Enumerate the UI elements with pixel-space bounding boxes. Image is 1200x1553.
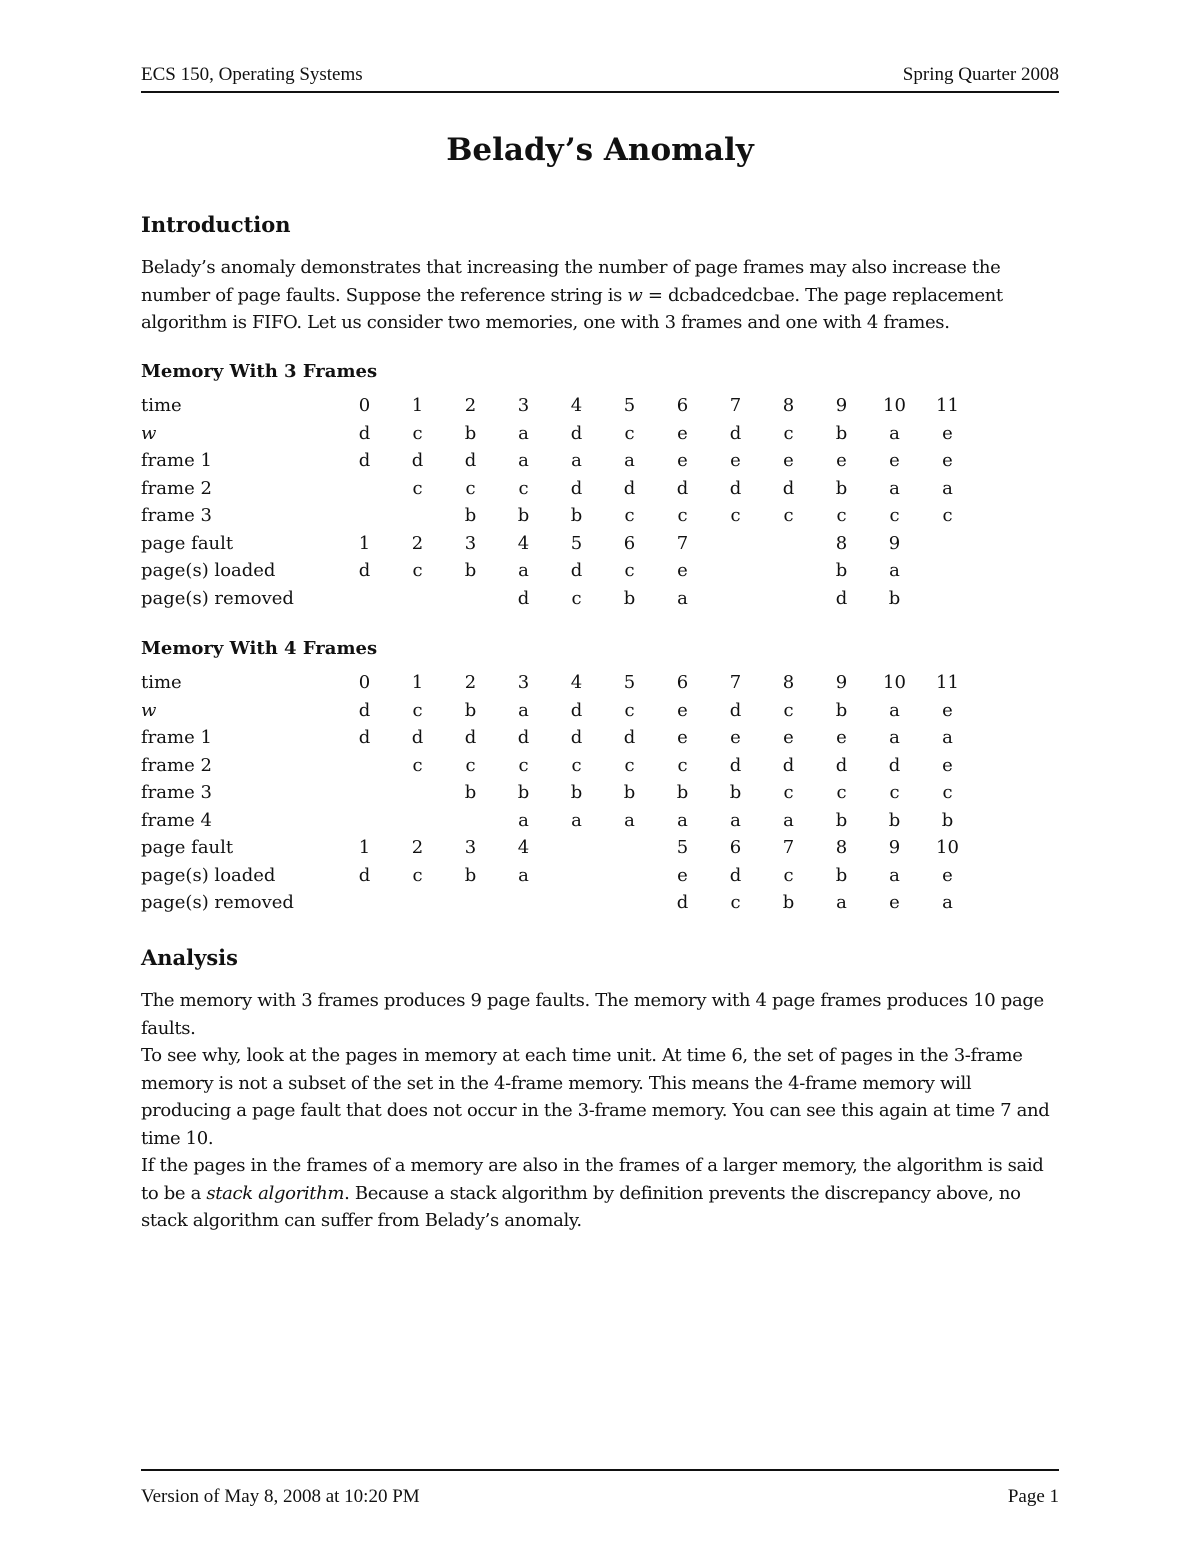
table-cell: 1: [411, 672, 424, 694]
table-cell: a: [518, 422, 529, 444]
table-cell: e: [836, 727, 847, 749]
table-cell: [391, 585, 444, 613]
table-cell: d: [464, 450, 477, 472]
table-cell: a: [942, 477, 953, 499]
table-cell: d: [358, 864, 371, 886]
table-row: [141, 752, 974, 780]
table-cell: [762, 585, 815, 613]
table-cell: c: [412, 560, 423, 582]
table-row: [141, 475, 974, 503]
table-cell: a: [889, 864, 900, 886]
table-cell: a: [571, 809, 582, 831]
table-cell: [391, 502, 444, 530]
document-title: Belady’s Anomaly: [446, 132, 754, 168]
table-cell: d: [782, 477, 795, 499]
table-cell: c: [889, 505, 900, 527]
table-cell: c: [677, 754, 688, 776]
table-cell: e: [942, 699, 953, 721]
table-cell: b: [941, 809, 954, 831]
analysis-paragraph-3: [141, 1152, 1061, 1235]
table-cell: 6: [676, 395, 689, 417]
table-cell: b: [464, 560, 477, 582]
table-row: [141, 530, 974, 558]
table-cell: c: [624, 754, 635, 776]
table-cell: 4: [570, 395, 583, 417]
table-cell: d: [570, 477, 583, 499]
table-cell: a: [942, 727, 953, 749]
table-cell: b: [570, 505, 583, 527]
table-cell: c: [783, 864, 794, 886]
row-label: page(s) loaded: [141, 560, 276, 582]
table-cell: [921, 585, 974, 613]
table-cell: b: [835, 864, 848, 886]
table-cell: c: [836, 505, 847, 527]
table-cell: 1: [411, 395, 424, 417]
table-cell: [338, 807, 391, 835]
table-cell: a: [518, 864, 529, 886]
table-cell: d: [676, 477, 689, 499]
table-cell: [338, 889, 391, 917]
table-cell: [921, 557, 974, 585]
table-cell: a: [889, 727, 900, 749]
table-cell: 4: [517, 837, 530, 859]
table-cell: c: [730, 892, 741, 914]
table-cell: 3: [517, 395, 530, 417]
row-label: frame 1: [141, 727, 212, 749]
table-cell: e: [889, 450, 900, 472]
table-cell: c: [412, 864, 423, 886]
row-label: page(s) removed: [141, 892, 294, 914]
table-cell: d: [411, 727, 424, 749]
table-cell: d: [729, 754, 742, 776]
table-cell: b: [623, 587, 636, 609]
table-cell: c: [571, 754, 582, 776]
table-cell: d: [729, 699, 742, 721]
table-cell: c: [624, 505, 635, 527]
table-cell: c: [730, 505, 741, 527]
analysis-p3-text-2: . Because a stack algorithm by definition prevents the discrepancy above, no stack algorithm can suffer from Belady’s anomaly.: [141, 1182, 1021, 1231]
memory3-heading: Memory With 3 Frames: [141, 361, 378, 382]
table-cell: [550, 834, 603, 862]
table-cell: d: [464, 727, 477, 749]
table-cell: [444, 585, 497, 613]
table-cell: c: [412, 699, 423, 721]
table-cell: 9: [888, 837, 901, 859]
table-cell: d: [517, 727, 530, 749]
table-cell: 7: [676, 532, 689, 554]
table-cell: d: [782, 754, 795, 776]
table-cell: c: [571, 587, 582, 609]
table-cell: b: [835, 422, 848, 444]
table-cell: [603, 834, 656, 862]
table-cell: 6: [623, 532, 636, 554]
table-cell: b: [464, 505, 477, 527]
table-cell: a: [624, 809, 635, 831]
table-cell: d: [835, 587, 848, 609]
table-cell: c: [518, 754, 529, 776]
footer-rule: [141, 1469, 1059, 1471]
table-cell: e: [677, 727, 688, 749]
table-row: [141, 862, 974, 890]
table-cell: a: [624, 450, 635, 472]
analysis-heading: Analysis: [141, 945, 238, 970]
table-row: [141, 697, 974, 725]
intro-text-2: = dcbadcedcbae. The page replacement algorithm is FIFO. Let us consider two memories, one with 3 frames and one with 4 frames.: [141, 284, 1003, 333]
table-cell: b: [888, 809, 901, 831]
table-cell: [550, 889, 603, 917]
table-row: [141, 502, 974, 530]
table-cell: 4: [517, 532, 530, 554]
table-cell: b: [782, 892, 795, 914]
row-label: frame 2: [141, 754, 212, 776]
table-cell: c: [783, 782, 794, 804]
row-label-italic: w: [141, 699, 157, 721]
table-cell: [603, 862, 656, 890]
memory4-heading: Memory With 4 Frames: [141, 638, 378, 659]
table-cell: c: [624, 560, 635, 582]
table-cell: 8: [835, 837, 848, 859]
table-cell: b: [464, 422, 477, 444]
table-cell: [391, 807, 444, 835]
table-cell: 3: [517, 672, 530, 694]
table-cell: [709, 530, 762, 558]
table-cell: 9: [835, 395, 848, 417]
table-cell: 7: [729, 672, 742, 694]
table-cell: 5: [676, 837, 689, 859]
table-cell: a: [518, 450, 529, 472]
table-cell: c: [836, 782, 847, 804]
table-cell: a: [783, 809, 794, 831]
row-label: page fault: [141, 837, 234, 859]
table-cell: 2: [464, 672, 477, 694]
table-row: [141, 392, 974, 420]
table-cell: 4: [570, 672, 583, 694]
table-cell: 2: [411, 532, 424, 554]
table-cell: b: [888, 587, 901, 609]
table-cell: d: [729, 422, 742, 444]
table-cell: d: [358, 450, 371, 472]
analysis-paragraph-2: To see why, look at the pages in memory at each time unit. At time 6, the set of pages in the 3-frame memory is not a subset of the set in the 4-frame memory. This means the 4-frame memory will producing a page fault that does not occur in the 3-frame memory. You can see this again at time 7 and time 10.: [141, 1045, 1050, 1149]
table-row: [141, 807, 974, 835]
table-cell: c: [677, 505, 688, 527]
table-cell: [762, 530, 815, 558]
table-cell: c: [624, 422, 635, 444]
table-cell: [444, 889, 497, 917]
row-label: frame 1: [141, 450, 212, 472]
table-cell: [550, 862, 603, 890]
table-cell: c: [783, 699, 794, 721]
row-label: time: [141, 672, 182, 694]
table-cell: [391, 889, 444, 917]
table-cell: a: [518, 699, 529, 721]
table-cell: a: [889, 560, 900, 582]
table-cell: b: [835, 699, 848, 721]
table-row: [141, 447, 974, 475]
table-cell: 7: [729, 395, 742, 417]
table-row: [141, 585, 974, 613]
page-number: Page 1: [1007, 1486, 1059, 1507]
row-label: frame 2: [141, 477, 212, 499]
table-cell: d: [570, 699, 583, 721]
table-cell: e: [942, 450, 953, 472]
table-cell: 7: [782, 837, 795, 859]
row-label: [141, 420, 338, 448]
table-cell: e: [730, 450, 741, 472]
table-cell: d: [729, 864, 742, 886]
table-cell: 8: [782, 395, 795, 417]
table-cell: c: [783, 422, 794, 444]
table-cell: c: [518, 477, 529, 499]
introduction-paragraph: [141, 254, 1061, 337]
row-label: page(s) removed: [141, 587, 294, 609]
row-label: time: [141, 395, 182, 417]
table-cell: 2: [411, 837, 424, 859]
table-cell: b: [835, 560, 848, 582]
table-cell: d: [570, 422, 583, 444]
table-cell: [391, 779, 444, 807]
table-cell: 6: [729, 837, 742, 859]
table-cell: 3: [464, 837, 477, 859]
table-cell: 2: [464, 395, 477, 417]
table-row: [141, 779, 974, 807]
table-cell: a: [571, 450, 582, 472]
table-cell: d: [623, 727, 636, 749]
table-cell: a: [889, 422, 900, 444]
table-cell: 5: [623, 672, 636, 694]
table-cell: 11: [936, 672, 959, 694]
table-cell: e: [889, 892, 900, 914]
table-cell: d: [570, 727, 583, 749]
table-cell: d: [358, 422, 371, 444]
table-cell: b: [623, 782, 636, 804]
table-cell: e: [677, 422, 688, 444]
page-footer: [141, 1486, 1059, 1512]
table-cell: 0: [358, 395, 371, 417]
table-cell: a: [942, 892, 953, 914]
memory4-table: [141, 669, 974, 917]
table-cell: e: [942, 864, 953, 886]
table-cell: 9: [835, 672, 848, 694]
table-cell: 1: [358, 532, 371, 554]
table-cell: c: [889, 782, 900, 804]
table-cell: d: [517, 587, 530, 609]
table-cell: a: [889, 477, 900, 499]
table-cell: [338, 475, 391, 503]
table-cell: b: [835, 809, 848, 831]
table-cell: e: [677, 699, 688, 721]
table-cell: c: [412, 754, 423, 776]
table-row: [141, 669, 974, 697]
table-row: [141, 889, 974, 917]
table-cell: [338, 779, 391, 807]
table-cell: e: [677, 560, 688, 582]
table-cell: d: [358, 727, 371, 749]
table-cell: b: [517, 782, 530, 804]
table-cell: [921, 530, 974, 558]
table-cell: c: [624, 699, 635, 721]
version-stamp: Version of May 8, 2008 at 10:20 PM: [141, 1486, 420, 1507]
table-cell: [603, 889, 656, 917]
table-cell: b: [676, 782, 689, 804]
table-cell: d: [358, 699, 371, 721]
table-row: [141, 724, 974, 752]
table-cell: 1: [358, 837, 371, 859]
table-cell: [497, 889, 550, 917]
row-label-italic: w: [141, 422, 157, 444]
table-cell: c: [942, 505, 953, 527]
table-cell: a: [518, 560, 529, 582]
table-cell: b: [729, 782, 742, 804]
table-cell: 3: [464, 532, 477, 554]
row-label: frame 3: [141, 782, 212, 804]
table-cell: 6: [676, 672, 689, 694]
table-cell: d: [623, 477, 636, 499]
table-cell: a: [836, 892, 847, 914]
term: Spring Quarter 2008: [902, 64, 1059, 85]
intro-text-1: Belady’s anomaly demonstrates that increasing the number of page frames may also increase the number of page faults. Suppose the reference string is: [141, 257, 1001, 306]
table-cell: [338, 752, 391, 780]
table-cell: c: [465, 477, 476, 499]
table-cell: a: [518, 809, 529, 831]
table-cell: d: [358, 560, 371, 582]
table-cell: b: [464, 699, 477, 721]
row-label: frame 4: [141, 809, 212, 831]
table-cell: a: [889, 699, 900, 721]
row-label: page(s) loaded: [141, 864, 276, 886]
memory3-table: [141, 392, 974, 612]
stack-algorithm-term: stack algorithm: [206, 1182, 345, 1204]
table-cell: d: [888, 754, 901, 776]
table-cell: c: [412, 477, 423, 499]
table-cell: [762, 557, 815, 585]
w-symbol: w: [627, 284, 643, 306]
row-label: frame 3: [141, 505, 212, 527]
table-cell: c: [465, 754, 476, 776]
table-row: [141, 834, 974, 862]
table-cell: e: [730, 727, 741, 749]
course-name: ECS 150, Operating Systems: [141, 64, 363, 85]
table-cell: d: [729, 477, 742, 499]
introduction-heading: Introduction: [141, 212, 291, 237]
header-rule: [141, 91, 1059, 93]
table-cell: 5: [623, 395, 636, 417]
table-cell: 10: [936, 837, 959, 859]
table-cell: 10: [883, 672, 906, 694]
table-cell: c: [942, 782, 953, 804]
table-cell: d: [411, 450, 424, 472]
page-header: [141, 64, 1059, 90]
table-cell: c: [783, 505, 794, 527]
table-cell: e: [836, 450, 847, 472]
table-cell: 0: [358, 672, 371, 694]
table-row: [141, 420, 974, 448]
row-label: [141, 697, 338, 725]
table-cell: e: [783, 727, 794, 749]
table-cell: d: [676, 892, 689, 914]
table-cell: 8: [782, 672, 795, 694]
table-cell: e: [942, 422, 953, 444]
table-cell: 9: [888, 532, 901, 554]
table-cell: [444, 807, 497, 835]
table-row: [141, 557, 974, 585]
table-cell: b: [464, 782, 477, 804]
table-cell: b: [570, 782, 583, 804]
table-cell: d: [570, 560, 583, 582]
table-cell: 10: [883, 395, 906, 417]
table-cell: a: [677, 809, 688, 831]
table-cell: e: [677, 450, 688, 472]
table-cell: e: [783, 450, 794, 472]
table-cell: a: [730, 809, 741, 831]
table-cell: 11: [936, 395, 959, 417]
table-cell: [338, 502, 391, 530]
analysis-paragraph-1: The memory with 3 frames produces 9 page faults. The memory with 4 page frames produces 10 page faults.: [141, 990, 1044, 1039]
table-cell: e: [677, 864, 688, 886]
table-cell: 8: [835, 532, 848, 554]
row-label: page fault: [141, 532, 234, 554]
table-cell: 5: [570, 532, 583, 554]
table-cell: [709, 557, 762, 585]
table-cell: [338, 585, 391, 613]
table-cell: b: [464, 864, 477, 886]
table-cell: b: [835, 477, 848, 499]
table-cell: c: [412, 422, 423, 444]
table-cell: [709, 585, 762, 613]
table-cell: b: [517, 505, 530, 527]
table-cell: d: [835, 754, 848, 776]
table-cell: e: [942, 754, 953, 776]
table-cell: a: [677, 587, 688, 609]
analysis-p3-text-1: If the pages in the frames of a memory are also in the frames of a larger memory, the algorithm is said to be a: [141, 1155, 1044, 1204]
